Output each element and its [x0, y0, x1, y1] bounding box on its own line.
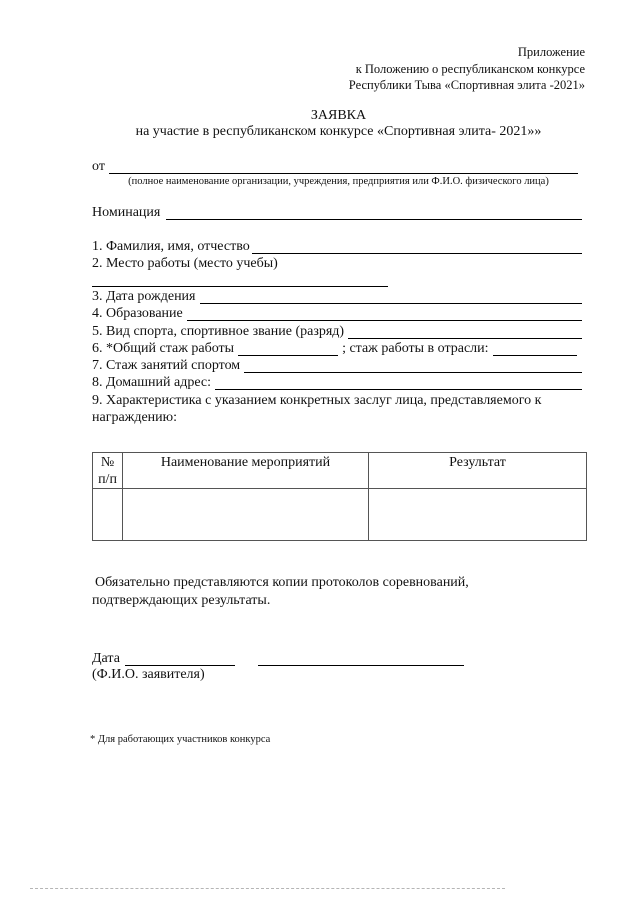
field-education-row: [92, 305, 582, 323]
field-industry-experience-blank-line: [493, 340, 577, 356]
document-subtitle: на участие в республиканском конкурсе «Спортивная элита- 2021»»: [135, 124, 542, 139]
field-sport-experience-row: [92, 357, 582, 375]
field-education-blank-line: [187, 305, 582, 321]
table-cell-number: [93, 489, 123, 541]
table-header-number-line-2: п/п: [98, 472, 117, 487]
table-cell-event: [123, 489, 369, 541]
table-header-result: Результат: [369, 453, 587, 489]
field-full-name-row: [92, 238, 582, 256]
field-industry-experience-label: ; стаж работы в отрасли:: [342, 341, 489, 356]
from-blank-line: [109, 158, 578, 174]
field-characteristic-line-1: 9. Характеристика с указанием конкретных заслуг лица, представляемого к: [92, 393, 542, 408]
footnote: * Для работающих участников конкурса: [90, 734, 271, 745]
appendix-line-3: Республики Тыва «Спортивная элита -2021»: [348, 78, 585, 92]
field-sport-blank-line: [348, 323, 582, 339]
appendix-header: [349, 44, 585, 94]
table-header-number-line-1: №: [100, 455, 115, 470]
field-birth-date-row: [92, 288, 582, 306]
field-home-address-blank-line: [215, 374, 582, 390]
field-experience-row: [92, 340, 577, 358]
field-full-name-blank-line: [252, 238, 582, 254]
table-header-row: [93, 453, 587, 489]
field-total-experience-blank-line: [238, 340, 338, 356]
field-full-name-label: 1. Фамилия, имя, отчество: [92, 239, 250, 254]
from-caption: (полное наименование организации, учреждения, предприятия или Ф.И.О. физического лица): [128, 176, 549, 187]
field-birth-date-label: 3. Дата рождения: [92, 289, 196, 304]
nomination-label: Номинация: [92, 205, 161, 220]
signature-name-caption: (Ф.И.О. заявителя): [92, 667, 205, 682]
table-header-number: [93, 453, 123, 489]
field-characteristic-line-2: награждению:: [92, 410, 178, 425]
signature-blank-line: [258, 650, 464, 666]
field-home-address-row: [92, 374, 582, 392]
scan-edge-line: [30, 888, 505, 889]
field-education-label: 4. Образование: [92, 306, 183, 321]
nomination-blank-line: [166, 204, 582, 220]
signature-date-label: Дата: [92, 651, 120, 666]
appendix-line-2: к Положению о республиканском конкурсе: [355, 61, 585, 76]
field-birth-date-blank-line: [200, 288, 583, 304]
note-line-2: подтверждающих результаты.: [92, 593, 271, 608]
note-line-1: Обязательно представляются копии протоколов соревнований,: [95, 575, 469, 590]
field-sport-label: 5. Вид спорта, спортивное звание (разряд): [92, 324, 345, 339]
table-row: [93, 489, 587, 541]
nomination-row: [92, 204, 582, 222]
field-sport-row: [92, 323, 582, 341]
field-sport-experience-blank-line: [244, 357, 582, 373]
table-header-event: Наименование мероприятий: [123, 453, 369, 489]
document-title: ЗАЯВКА: [310, 108, 367, 123]
field-sport-experience-label: 7. Стаж занятий спортом: [92, 358, 241, 373]
from-label: от: [92, 159, 105, 174]
field-home-address-label: 8. Домашний адрес:: [92, 375, 212, 390]
from-row: [92, 158, 578, 176]
field-total-experience-label: 6. *Общий стаж работы: [92, 341, 235, 356]
table-cell-result: [369, 489, 587, 541]
field-workplace-label: 2. Место работы (место учебы): [92, 256, 278, 271]
field-workplace-blank-line: [92, 286, 388, 287]
signature-date-blank-line: [125, 650, 235, 666]
appendix-line-1: Приложение: [517, 45, 585, 59]
events-table: [92, 452, 587, 541]
